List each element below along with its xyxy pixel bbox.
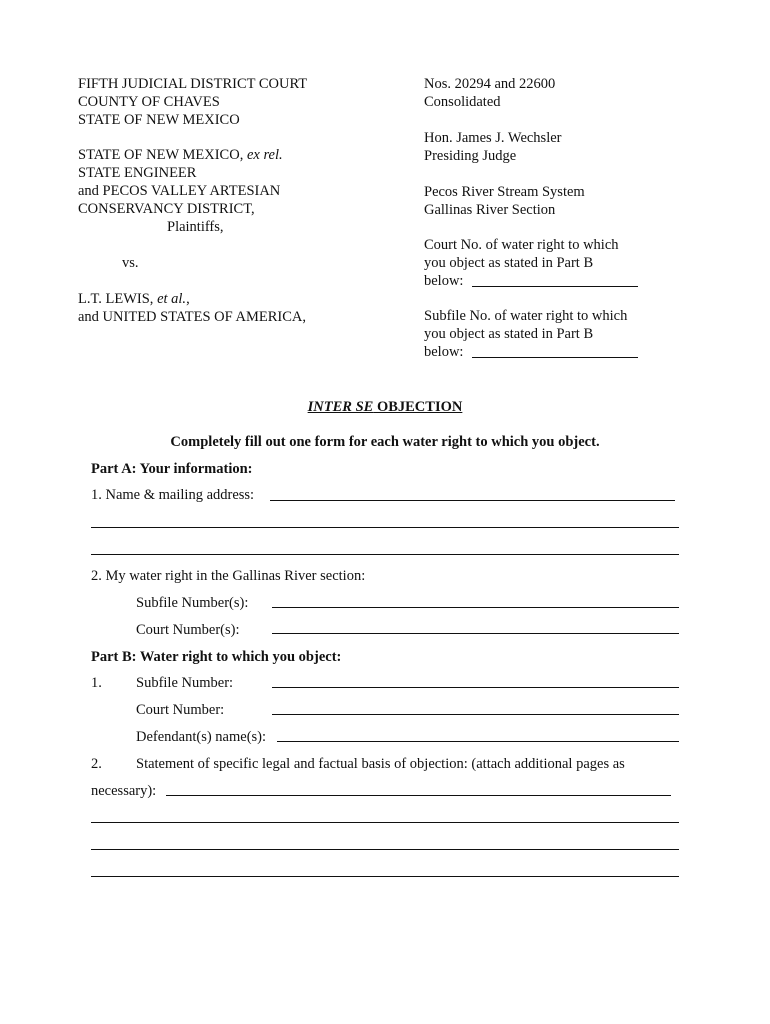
plaintiff-name: STATE OF NEW MEXICO, (78, 147, 247, 163)
part-b-heading: Part B: Water right to which you object: (91, 649, 342, 665)
defendant-names-field[interactable] (277, 741, 679, 742)
court-no-label-2: you object as stated in Part B (424, 255, 594, 271)
statement-label: Statement of specific legal and factual basis of objection: (attach additional pages as (136, 756, 625, 772)
statement-field-4[interactable] (91, 876, 679, 877)
vs-label: vs. (122, 255, 139, 271)
plaintiffs-label: Plaintiffs, (167, 219, 224, 235)
my-water-right-label: 2. My water right in the Gallinas River section: (91, 568, 366, 584)
defendant-comma: , (186, 291, 190, 307)
my-court-label: Court Number(s): (136, 622, 240, 638)
judge-title: Presiding Judge (424, 148, 517, 164)
my-court-field[interactable] (272, 633, 679, 634)
part-a-heading: Part A: Your information: (91, 461, 253, 477)
part-b-item-2-number: 2. (91, 756, 102, 772)
objected-subfile-label: Subfile Number: (136, 675, 234, 691)
my-subfile-label: Subfile Number(s): (136, 595, 249, 611)
plaintiff-line-3: and PECOS VALLEY ARTESIAN (78, 183, 281, 199)
name-address-field-2[interactable] (91, 527, 679, 528)
court-no-field[interactable] (472, 286, 638, 287)
subfile-no-field[interactable] (472, 357, 638, 358)
judge-name: Hon. James J. Wechsler (424, 130, 562, 146)
subfile-no-label-3: below: (424, 344, 464, 360)
name-address-label: 1. Name & mailing address: (91, 487, 255, 503)
county-line: COUNTY OF CHAVES (78, 94, 220, 110)
objected-court-field[interactable] (272, 714, 679, 715)
defendant-line-1 (78, 290, 190, 308)
et-al: et al. (157, 291, 187, 307)
court-name-line: FIFTH JUDICIAL DISTRICT COURT (78, 76, 308, 92)
defendant-line-2: and UNITED STATES OF AMERICA, (78, 309, 307, 325)
state-line: STATE OF NEW MEXICO (78, 112, 240, 128)
objected-subfile-field[interactable] (272, 687, 679, 688)
court-no-label-3: below: (424, 273, 464, 289)
court-no-label-1: Court No. of water right to which (424, 237, 619, 253)
statement-field-3[interactable] (91, 849, 679, 850)
plaintiff-line-1 (78, 146, 283, 164)
statement-field-2[interactable] (91, 822, 679, 823)
necessary-label: necessary): (91, 783, 157, 799)
plaintiff-line-2: STATE ENGINEER (78, 165, 197, 181)
my-subfile-field[interactable] (272, 607, 679, 608)
consolidated-label: Consolidated (424, 94, 501, 110)
instruction: Completely fill out one form for each water right to which you object. (170, 434, 600, 450)
defendant-name: L.T. LEWIS, (78, 291, 158, 307)
title-rest: OBJECTION (373, 399, 463, 415)
ex-rel: ex rel. (246, 147, 283, 163)
title-italic: INTER SE (307, 399, 374, 415)
defendant-names-label: Defendant(s) name(s): (136, 729, 267, 745)
name-address-field-3[interactable] (91, 554, 679, 555)
objected-court-label: Court Number: (136, 702, 225, 718)
statement-field-1[interactable] (166, 795, 671, 796)
form-title (0, 398, 770, 416)
river-section: Gallinas River Section (424, 202, 556, 218)
name-address-field-1[interactable] (270, 500, 675, 501)
part-b-item-1-number: 1. (91, 675, 102, 691)
plaintiff-line-4: CONSERVANCY DISTRICT, (78, 201, 255, 217)
subfile-no-label-2: you object as stated in Part B (424, 326, 594, 342)
stream-system: Pecos River Stream System (424, 184, 585, 200)
subfile-no-label-1: Subfile No. of water right to which (424, 308, 628, 324)
case-numbers: Nos. 20294 and 22600 (424, 76, 556, 92)
